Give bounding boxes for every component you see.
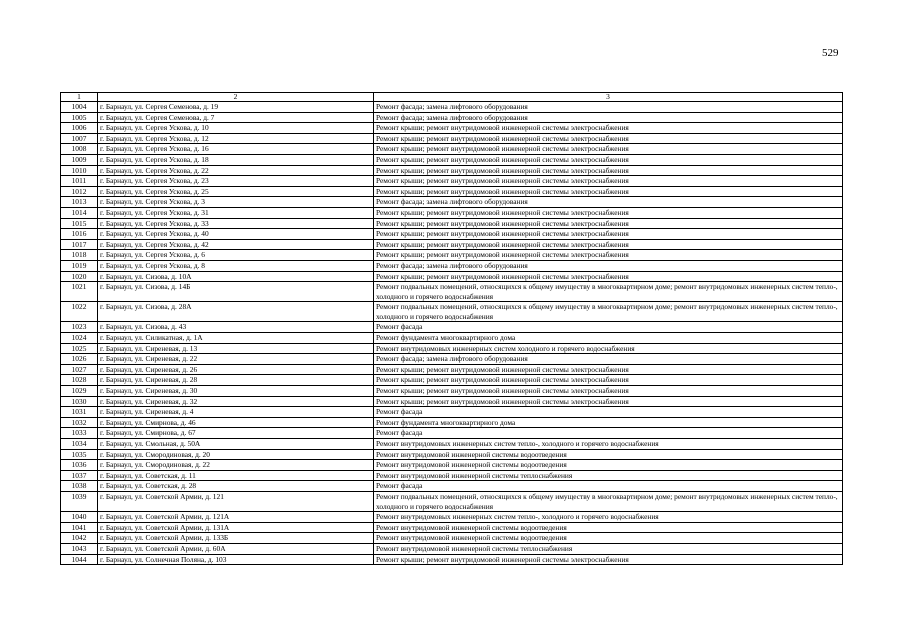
row-address: г. Барнаул, ул. Сизова, д. 10А — [98, 271, 374, 282]
row-works: Ремонт фасада; замена лифтового оборудования — [374, 260, 843, 271]
table-row — [61, 512, 843, 523]
row-number: 1011 — [61, 176, 98, 187]
row-address: г. Барнаул, ул. Сергея Ускова, д. 10 — [98, 123, 374, 134]
table-row — [61, 250, 843, 261]
table-row — [61, 417, 843, 428]
row-address: г. Барнаул, ул. Сергея Ускова, д. 42 — [98, 239, 374, 250]
row-address: г. Барнаул, ул. Сергея Семенова, д. 7 — [98, 112, 374, 123]
table-row — [61, 470, 843, 481]
table-row — [61, 396, 843, 407]
row-address: г. Барнаул, ул. Сергея Ускова, д. 8 — [98, 260, 374, 271]
row-address: г. Барнаул, ул. Сергея Ускова, д. 18 — [98, 154, 374, 165]
row-address: г. Барнаул, ул. Сергея Ускова, д. 31 — [98, 207, 374, 218]
row-number: 1015 — [61, 218, 98, 229]
table-row — [61, 197, 843, 208]
row-works: Ремонт крыши; ремонт внутридомовой инженерной системы электроснабжения — [374, 229, 843, 240]
row-works: Ремонт крыши; ремонт внутридомовой инженерной системы электроснабжения — [374, 154, 843, 165]
row-works: Ремонт крыши; ремонт внутридомовой инженерной системы электроснабжения — [374, 176, 843, 187]
table-row — [61, 439, 843, 450]
row-address: г. Барнаул, ул. Сиреневая, д. 30 — [98, 386, 374, 397]
table-row — [61, 364, 843, 375]
row-number: 1022 — [61, 302, 98, 322]
row-works: Ремонт крыши; ремонт внутридомовой инженерной системы электроснабжения — [374, 554, 843, 565]
table-row — [61, 239, 843, 250]
row-number: 1040 — [61, 512, 98, 523]
row-works: Ремонт крыши; ремонт внутридомовой инженерной системы электроснабжения — [374, 218, 843, 229]
row-works: Ремонт крыши; ремонт внутридомовой инженерной системы электроснабжения — [374, 386, 843, 397]
table-row — [61, 481, 843, 492]
row-number: 1034 — [61, 439, 98, 450]
table-row — [61, 343, 843, 354]
row-address: г. Барнаул, ул. Сиреневая, д. 4 — [98, 407, 374, 418]
row-works: Ремонт внутридомовой инженерной системы водоотведения — [374, 533, 843, 544]
row-address: г. Барнаул, ул. Сергея Ускова, д. 16 — [98, 144, 374, 155]
row-number: 1033 — [61, 428, 98, 439]
row-works: Ремонт внутридомовых инженерных систем холодного и горячего водоснабжения — [374, 343, 843, 354]
row-works: Ремонт внутридомовых инженерных систем тепло-, холодного и горячего водоснабжения — [374, 439, 843, 450]
row-address: г. Барнаул, ул. Советской Армии, д. 121А — [98, 512, 374, 523]
row-address: г. Барнаул, ул. Сиреневая, д. 28 — [98, 375, 374, 386]
table-row — [61, 123, 843, 134]
row-works: Ремонт фасада; замена лифтового оборудования — [374, 354, 843, 365]
row-address: г. Барнаул, ул. Сергея Ускова, д. 33 — [98, 218, 374, 229]
row-works: Ремонт внутридомовой инженерной системы теплоснабжения — [374, 470, 843, 481]
table-row — [61, 176, 843, 187]
row-number: 1004 — [61, 102, 98, 113]
table-row — [61, 229, 843, 240]
row-number: 1010 — [61, 165, 98, 176]
row-works: Ремонт подвальных помещений, относящихся к общему имуществу в многоквартирном доме; ремонт внутридомовых инженерных систем тепло-, холодного и горячего водоснабжения — [374, 282, 843, 302]
row-address: г. Барнаул, ул. Сиреневая, д. 26 — [98, 364, 374, 375]
row-works: Ремонт фасада — [374, 481, 843, 492]
row-address: г. Барнаул, ул. Сергея Ускова, д. 3 — [98, 197, 374, 208]
row-address: г. Барнаул, ул. Советская, д. 28 — [98, 481, 374, 492]
row-address: г. Барнаул, ул. Сергея Ускова, д. 25 — [98, 186, 374, 197]
row-address: г. Барнаул, ул. Смольная, д. 50А — [98, 439, 374, 450]
row-number: 1044 — [61, 554, 98, 565]
row-number: 1006 — [61, 123, 98, 134]
page-number: 529 — [822, 47, 839, 59]
row-works: Ремонт фасада — [374, 322, 843, 333]
row-number: 1016 — [61, 229, 98, 240]
table-row — [61, 386, 843, 397]
row-number: 1029 — [61, 386, 98, 397]
row-works: Ремонт фасада; замена лифтового оборудования — [374, 102, 843, 113]
row-address: г. Барнаул, ул. Смородиновая, д. 20 — [98, 449, 374, 460]
column-header-address: 2 — [98, 93, 374, 102]
repair-table — [60, 92, 843, 565]
row-number: 1032 — [61, 417, 98, 428]
row-number: 1035 — [61, 449, 98, 460]
row-number: 1009 — [61, 154, 98, 165]
table-row — [61, 533, 843, 544]
table-row — [61, 354, 843, 365]
row-address: г. Барнаул, ул. Смородиновая, д. 22 — [98, 460, 374, 471]
table-row — [61, 102, 843, 113]
table-row — [61, 112, 843, 123]
table-row — [61, 154, 843, 165]
row-number: 1025 — [61, 343, 98, 354]
table-row — [61, 271, 843, 282]
row-works: Ремонт фасада — [374, 428, 843, 439]
row-works: Ремонт фундамента многоквартирного дома — [374, 333, 843, 344]
row-number: 1038 — [61, 481, 98, 492]
row-number: 1014 — [61, 207, 98, 218]
row-works: Ремонт фасада — [374, 407, 843, 418]
row-address: г. Барнаул, ул. Сергея Ускова, д. 6 — [98, 250, 374, 261]
row-works: Ремонт внутридомовой инженерной системы теплоснабжения — [374, 543, 843, 554]
table-header-row — [61, 93, 843, 102]
row-number: 1043 — [61, 543, 98, 554]
row-works: Ремонт крыши; ремонт внутридомовой инженерной системы электроснабжения — [374, 144, 843, 155]
row-works: Ремонт фасада; замена лифтового оборудования — [374, 112, 843, 123]
row-number: 1026 — [61, 354, 98, 365]
table-row — [61, 543, 843, 554]
column-header-works: 3 — [374, 93, 843, 102]
table-row — [61, 449, 843, 460]
table-row — [61, 260, 843, 271]
row-address: г. Барнаул, ул. Советской Армии, д. 121 — [98, 491, 374, 511]
row-address: г. Барнаул, ул. Силикатная, д. 1А — [98, 333, 374, 344]
row-works: Ремонт внутридомовой инженерной системы водоотведения — [374, 449, 843, 460]
row-number: 1013 — [61, 197, 98, 208]
table-row — [61, 218, 843, 229]
row-address: г. Барнаул, ул. Смирнова, д. 67 — [98, 428, 374, 439]
row-address: г. Барнаул, ул. Сизова, д. 28А — [98, 302, 374, 322]
row-address: г. Барнаул, ул. Советская, д. 11 — [98, 470, 374, 481]
row-address: г. Барнаул, ул. Смирнова, д. 46 — [98, 417, 374, 428]
row-address: г. Барнаул, ул. Сергея Семенова, д. 19 — [98, 102, 374, 113]
row-works: Ремонт фундамента многоквартирного дома — [374, 417, 843, 428]
row-works: Ремонт крыши; ремонт внутридомовой инженерной системы электроснабжения — [374, 123, 843, 134]
table-row — [61, 302, 843, 322]
row-number: 1042 — [61, 533, 98, 544]
row-works: Ремонт крыши; ремонт внутридомовой инженерной системы электроснабжения — [374, 186, 843, 197]
row-number: 1039 — [61, 491, 98, 511]
row-number: 1005 — [61, 112, 98, 123]
table-row — [61, 375, 843, 386]
row-number: 1017 — [61, 239, 98, 250]
row-works: Ремонт крыши; ремонт внутридомовой инженерной системы электроснабжения — [374, 250, 843, 261]
table-row — [61, 428, 843, 439]
row-number: 1028 — [61, 375, 98, 386]
row-works: Ремонт крыши; ремонт внутридомовой инженерной системы электроснабжения — [374, 271, 843, 282]
table-row — [61, 407, 843, 418]
row-number: 1041 — [61, 522, 98, 533]
row-address: г. Барнаул, ул. Сиреневая, д. 22 — [98, 354, 374, 365]
row-number: 1019 — [61, 260, 98, 271]
row-address: г. Барнаул, ул. Сергея Ускова, д. 40 — [98, 229, 374, 240]
table-row — [61, 282, 843, 302]
row-address: г. Барнаул, ул. Сиреневая, д. 13 — [98, 343, 374, 354]
row-works: Ремонт крыши; ремонт внутридомовой инженерной системы электроснабжения — [374, 133, 843, 144]
row-works: Ремонт крыши; ремонт внутридомовой инженерной системы электроснабжения — [374, 375, 843, 386]
row-number: 1008 — [61, 144, 98, 155]
row-number: 1027 — [61, 364, 98, 375]
row-address: г. Барнаул, ул. Советской Армии, д. 133Б — [98, 533, 374, 544]
table-row — [61, 554, 843, 565]
row-works: Ремонт подвальных помещений, относящихся к общему имуществу в многоквартирном доме; ремонт внутридомовых инженерных систем тепло-, холодного и горячего водоснабжения — [374, 491, 843, 511]
table-row — [61, 165, 843, 176]
row-works: Ремонт крыши; ремонт внутридомовой инженерной системы электроснабжения — [374, 396, 843, 407]
row-address: г. Барнаул, ул. Сергея Ускова, д. 22 — [98, 165, 374, 176]
row-works: Ремонт подвальных помещений, относящихся к общему имуществу в многоквартирном доме; ремонт внутридомовых инженерных систем тепло-, холодного и горячего водоснабжения — [374, 302, 843, 322]
table-row — [61, 491, 843, 511]
row-number: 1024 — [61, 333, 98, 344]
table-row — [61, 207, 843, 218]
table-row — [61, 186, 843, 197]
row-address: г. Барнаул, ул. Сергея Ускова, д. 23 — [98, 176, 374, 187]
row-works: Ремонт внутридомовой инженерной системы водоотведения — [374, 460, 843, 471]
row-number: 1036 — [61, 460, 98, 471]
row-number: 1012 — [61, 186, 98, 197]
row-number: 1037 — [61, 470, 98, 481]
row-works: Ремонт внутридомовой инженерной системы водоотведения — [374, 522, 843, 533]
table-row — [61, 133, 843, 144]
row-number: 1031 — [61, 407, 98, 418]
table-row — [61, 522, 843, 533]
row-number: 1020 — [61, 271, 98, 282]
row-address: г. Барнаул, ул. Сиреневая, д. 32 — [98, 396, 374, 407]
row-address: г. Барнаул, ул. Солнечная Поляна, д. 103 — [98, 554, 374, 565]
row-works: Ремонт крыши; ремонт внутридомовой инженерной системы электроснабжения — [374, 239, 843, 250]
row-works: Ремонт крыши; ремонт внутридомовой инженерной системы электроснабжения — [374, 165, 843, 176]
table-row — [61, 322, 843, 333]
table-row — [61, 144, 843, 155]
row-number: 1018 — [61, 250, 98, 261]
row-address: г. Барнаул, ул. Сизова, д. 43 — [98, 322, 374, 333]
row-number: 1023 — [61, 322, 98, 333]
row-number: 1007 — [61, 133, 98, 144]
row-address: г. Барнаул, ул. Советской Армии, д. 131А — [98, 522, 374, 533]
row-works: Ремонт внутридомовых инженерных систем тепло-, холодного и горячего водоснабжения — [374, 512, 843, 523]
row-works: Ремонт крыши; ремонт внутридомовой инженерной системы электроснабжения — [374, 207, 843, 218]
table-row — [61, 333, 843, 344]
row-address: г. Барнаул, ул. Сергея Ускова, д. 12 — [98, 133, 374, 144]
row-address: г. Барнаул, ул. Сизова, д. 14Б — [98, 282, 374, 302]
column-header-number: 1 — [61, 93, 98, 102]
row-works: Ремонт крыши; ремонт внутридомовой инженерной системы электроснабжения — [374, 364, 843, 375]
row-address: г. Барнаул, ул. Советской Армии, д. 60А — [98, 543, 374, 554]
row-number: 1021 — [61, 282, 98, 302]
table-body — [61, 102, 843, 565]
row-works: Ремонт фасада; замена лифтового оборудования — [374, 197, 843, 208]
table-row — [61, 460, 843, 471]
row-number: 1030 — [61, 396, 98, 407]
